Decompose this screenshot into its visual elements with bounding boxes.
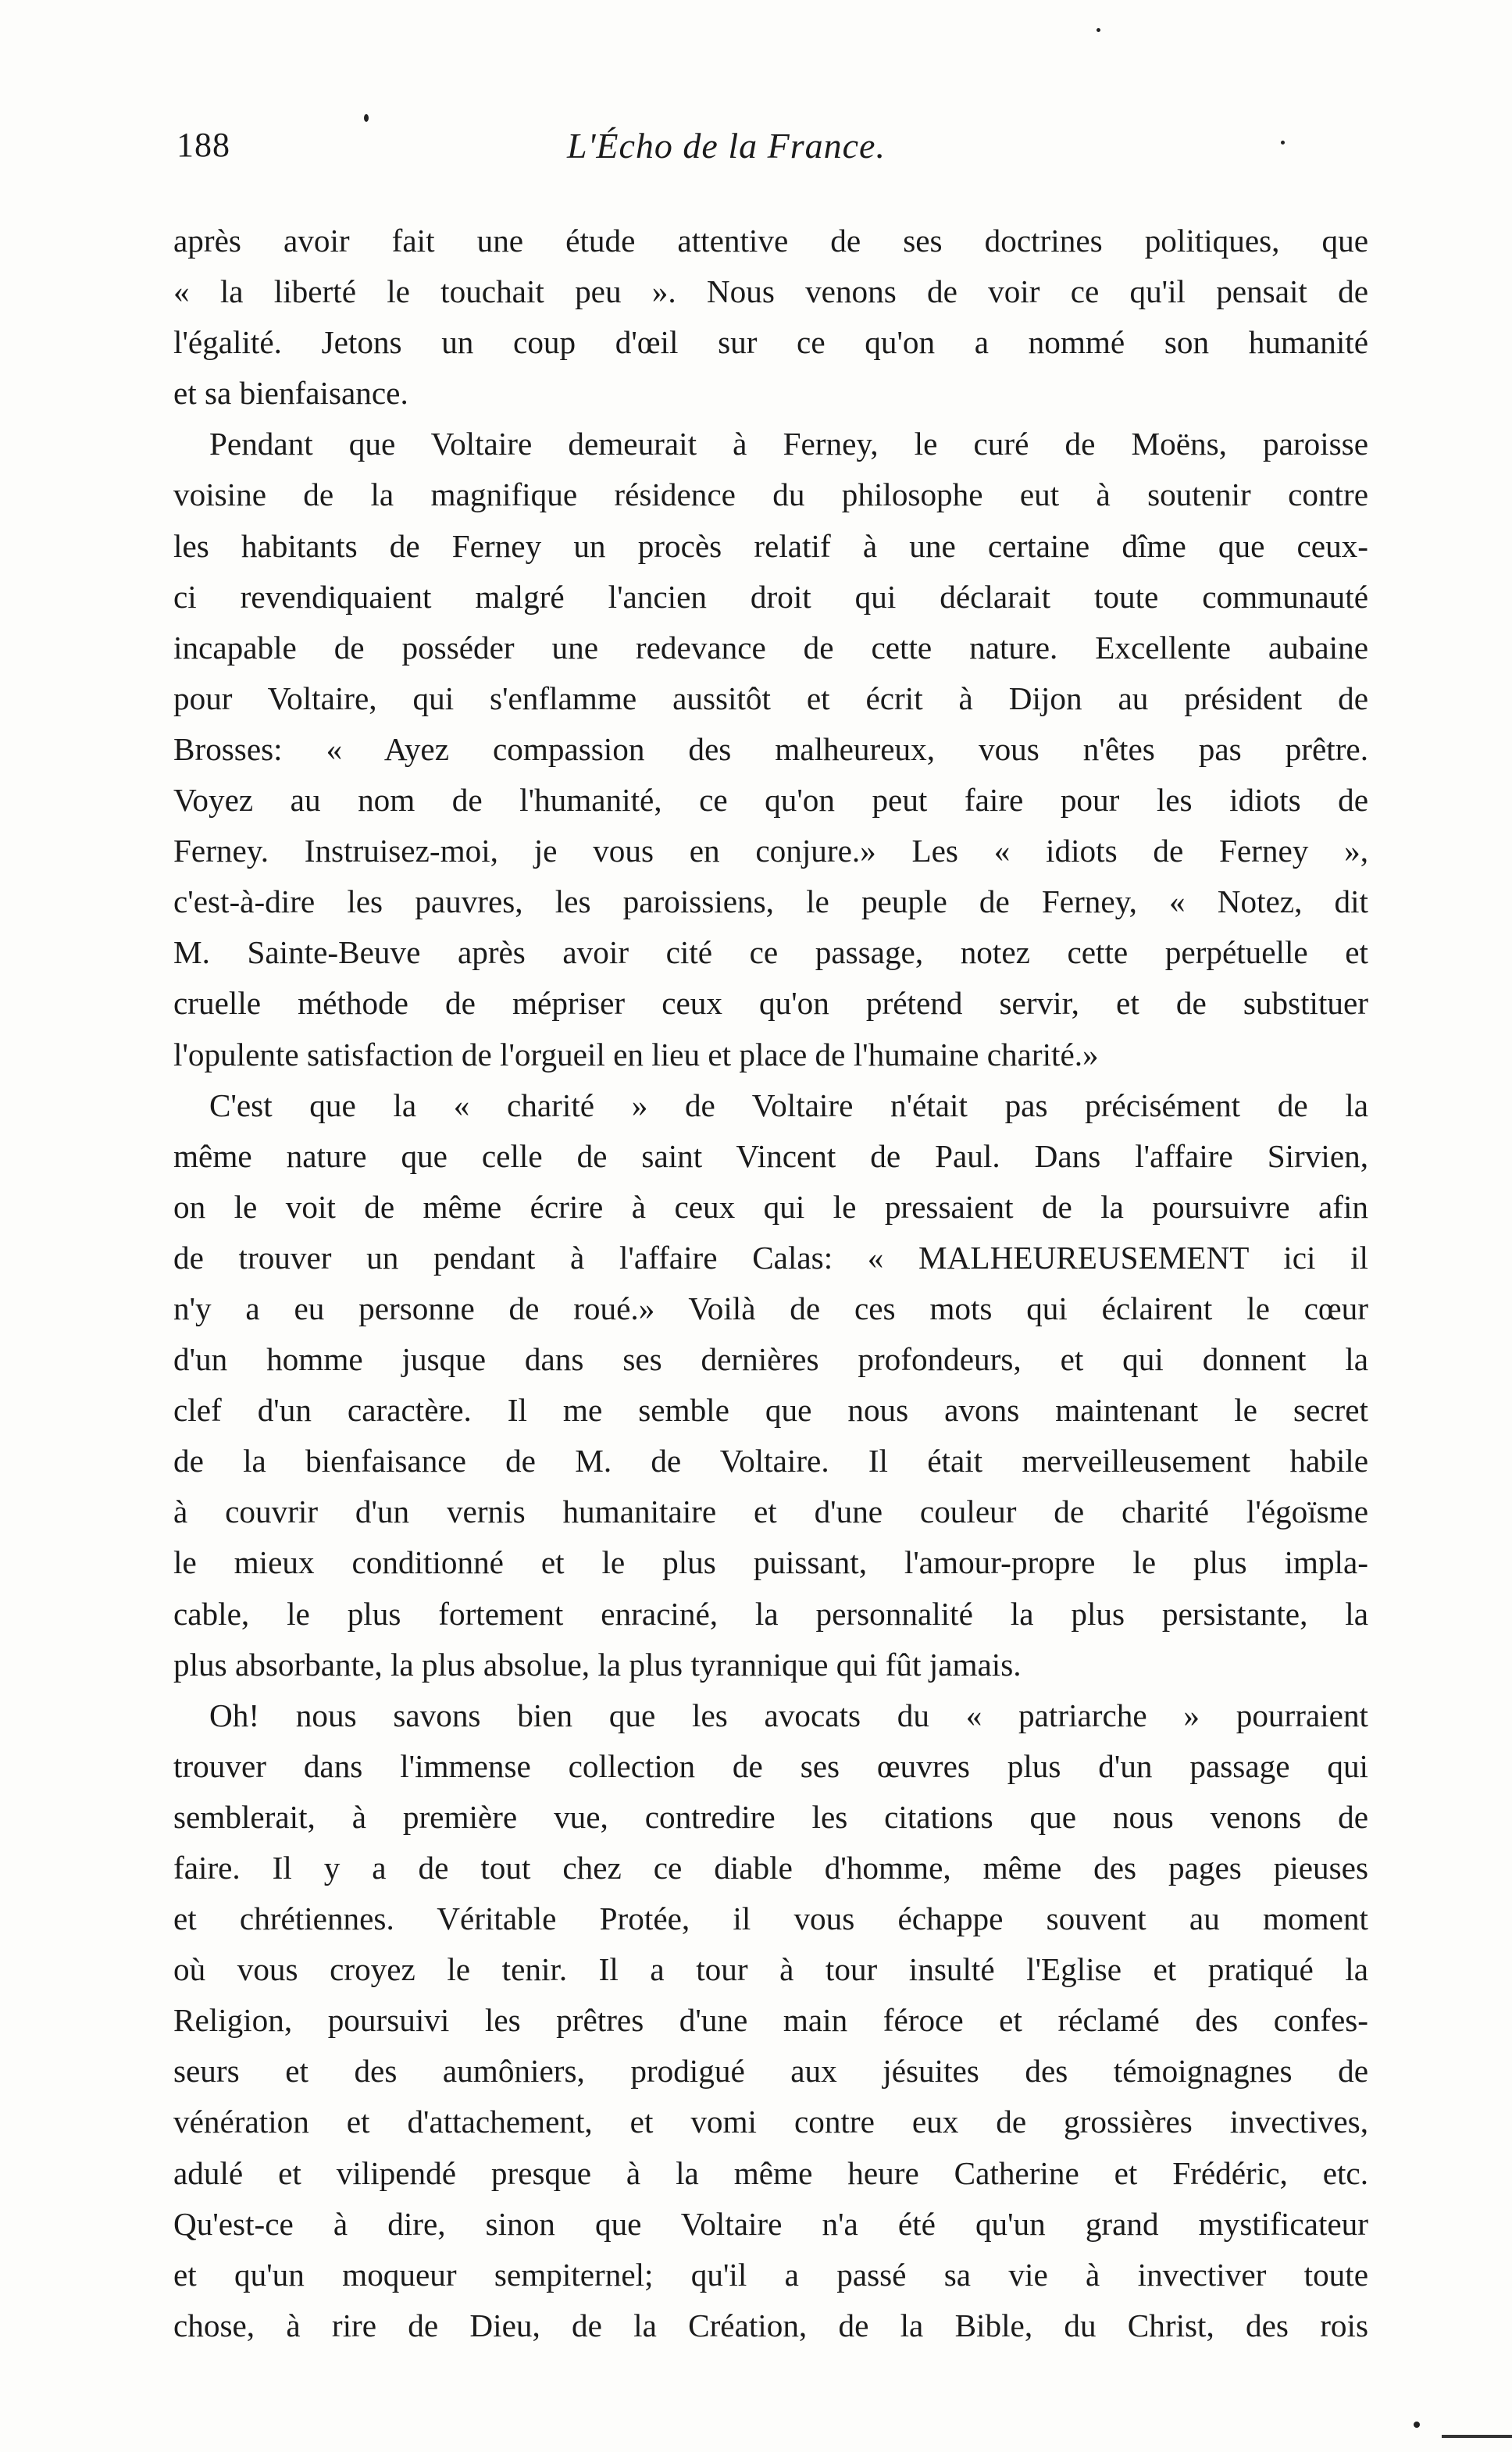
text-line: et sa bienfaisance.	[173, 375, 408, 412]
text-line: le mieux conditionné et le plus puissant, l'amour-propre le plus impla-	[173, 1544, 1368, 1581]
text-line: Oh! nous savons bien que les avocats du « patriarche » pourraient	[209, 1697, 1368, 1733]
text-line: adulé et vilipendé presque à la même heure Catherine et Frédéric, etc.	[173, 2154, 1368, 2191]
text-line: « la liberté le touchait peu ». Nous venons de voir ce qu'il pensait de	[173, 273, 1368, 310]
text-line: cruelle méthode de mépriser ceux qu'on prétend servir, et de substituer	[173, 985, 1368, 1022]
text-line: à couvrir d'un vernis humanitaire et d'une couleur de charité l'égoïsme	[173, 1494, 1368, 1530]
running-title: L'Écho de la France.	[567, 126, 886, 166]
ink-speck	[1281, 141, 1285, 145]
text-line: où vous croyez le tenir. Il a tour à tour insulté l'Eglise et pratiqué la	[173, 1951, 1368, 1988]
text-line: c'est-à-dire les pauvres, les paroissiens, le peuple de Ferney, « Notez, dit	[173, 883, 1368, 920]
text-line: de la bienfaisance de M. de Voltaire. Il était merveilleusement habile	[173, 1443, 1368, 1479]
text-line: après avoir fait une étude attentive de ses doctrines politiques, que	[173, 223, 1368, 259]
text-line: Pendant que Voltaire demeurait à Ferney, le curé de Moëns, paroisse	[209, 426, 1368, 462]
body-text	[173, 216, 1368, 2351]
running-head	[177, 125, 1371, 180]
paragraph	[173, 1080, 1368, 1690]
text-line: Brosses: « Ayez compassion des malheureux, vous n'êtes pas prêtre.	[173, 730, 1368, 767]
text-line: les habitants de Ferney un procès relatif à une certaine dîme que ceux-	[173, 527, 1368, 564]
paragraph	[173, 216, 1368, 419]
text-line: et qu'un moqueur sempiternel; qu'il a passé sa vie à invectiver toute	[173, 2256, 1368, 2293]
text-line: Religion, poursuivi les prêtres d'une main féroce et réclamé des confes-	[173, 2002, 1368, 2039]
ink-speck	[1414, 2422, 1420, 2428]
text-line: même nature que celle de saint Vincent de Paul. Dans l'affaire Sirvien,	[173, 1137, 1368, 1174]
text-line: M. Sainte-Beuve après avoir cité ce passage, notez cette perpétuelle et	[173, 934, 1368, 971]
page-number: 188	[177, 126, 230, 164]
text-line: C'est que la « charité » de Voltaire n'était pas précisément de la	[209, 1087, 1368, 1123]
text-line: plus absorbante, la plus absolue, la plus tyrannique qui fût jamais.	[173, 1646, 1022, 1683]
text-line: on le voit de même écrire à ceux qui le pressaient de la poursuivre afin	[173, 1188, 1368, 1225]
paragraph	[173, 1690, 1368, 2351]
text-line: Qu'est-ce à dire, sinon que Voltaire n'a été qu'un grand mystificateur	[173, 2205, 1368, 2242]
text-line: l'égalité. Jetons un coup d'œil sur ce qu'on a nommé son humanité	[173, 324, 1368, 361]
text-line: Voyez au nom de l'humanité, ce qu'on peut faire pour les idiots de	[173, 782, 1368, 819]
text-line: vénération et d'attachement, et vomi contre eux de grossières invectives,	[173, 2104, 1368, 2140]
text-line: incapable de posséder une redevance de cette nature. Excellente aubaine	[173, 629, 1368, 666]
text-line: faire. Il y a de tout chez ce diable d'homme, même des pages pieuses	[173, 1850, 1368, 1886]
ink-speck	[364, 114, 369, 122]
page-edge-rule	[1442, 2435, 1512, 2438]
text-line: trouver dans l'immense collection de ses œuvres plus d'un passage qui	[173, 1747, 1368, 1784]
text-line: l'opulente satisfaction de l'orgueil en lieu et place de l'humaine charité.»	[173, 1036, 1099, 1073]
text-line: Ferney. Instruisez-moi, je vous en conjure.» Les « idiots de Ferney »,	[173, 833, 1368, 869]
text-line: cable, le plus fortement enraciné, la personnalité la plus persistante, la	[173, 1595, 1368, 1632]
text-line: de trouver un pendant à l'affaire Calas: « MALHEUREUSEMENT ici il	[173, 1239, 1368, 1276]
ink-speck	[1097, 28, 1100, 32]
text-line: voisine de la magnifique résidence du philosophe eut à soutenir contre	[173, 476, 1368, 513]
text-line: d'un homme jusque dans ses dernières profondeurs, et qui donnent la	[173, 1341, 1368, 1378]
text-line: n'y a eu personne de roué.» Voilà de ces mots qui éclairent le cœur	[173, 1290, 1368, 1326]
paragraph	[173, 419, 1368, 1080]
text-line: et chrétiennes. Véritable Protée, il vous échappe souvent au moment	[173, 1901, 1368, 1937]
text-line: semblerait, à première vue, contredire les citations que nous venons de	[173, 1798, 1368, 1835]
text-line: clef d'un caractère. Il me semble que nous avons maintenant le secret	[173, 1392, 1368, 1429]
text-line: pour Voltaire, qui s'enflamme aussitôt et écrit à Dijon au président de	[173, 680, 1368, 716]
text-line: seurs et des aumôniers, prodigué aux jésuites des témoignagnes de	[173, 2053, 1368, 2090]
text-line: ci revendiquaient malgré l'ancien droit qui déclarait toute communauté	[173, 578, 1368, 615]
text-line: chose, à rire de Dieu, de la Création, de la Bible, du Christ, des rois	[173, 2307, 1368, 2343]
